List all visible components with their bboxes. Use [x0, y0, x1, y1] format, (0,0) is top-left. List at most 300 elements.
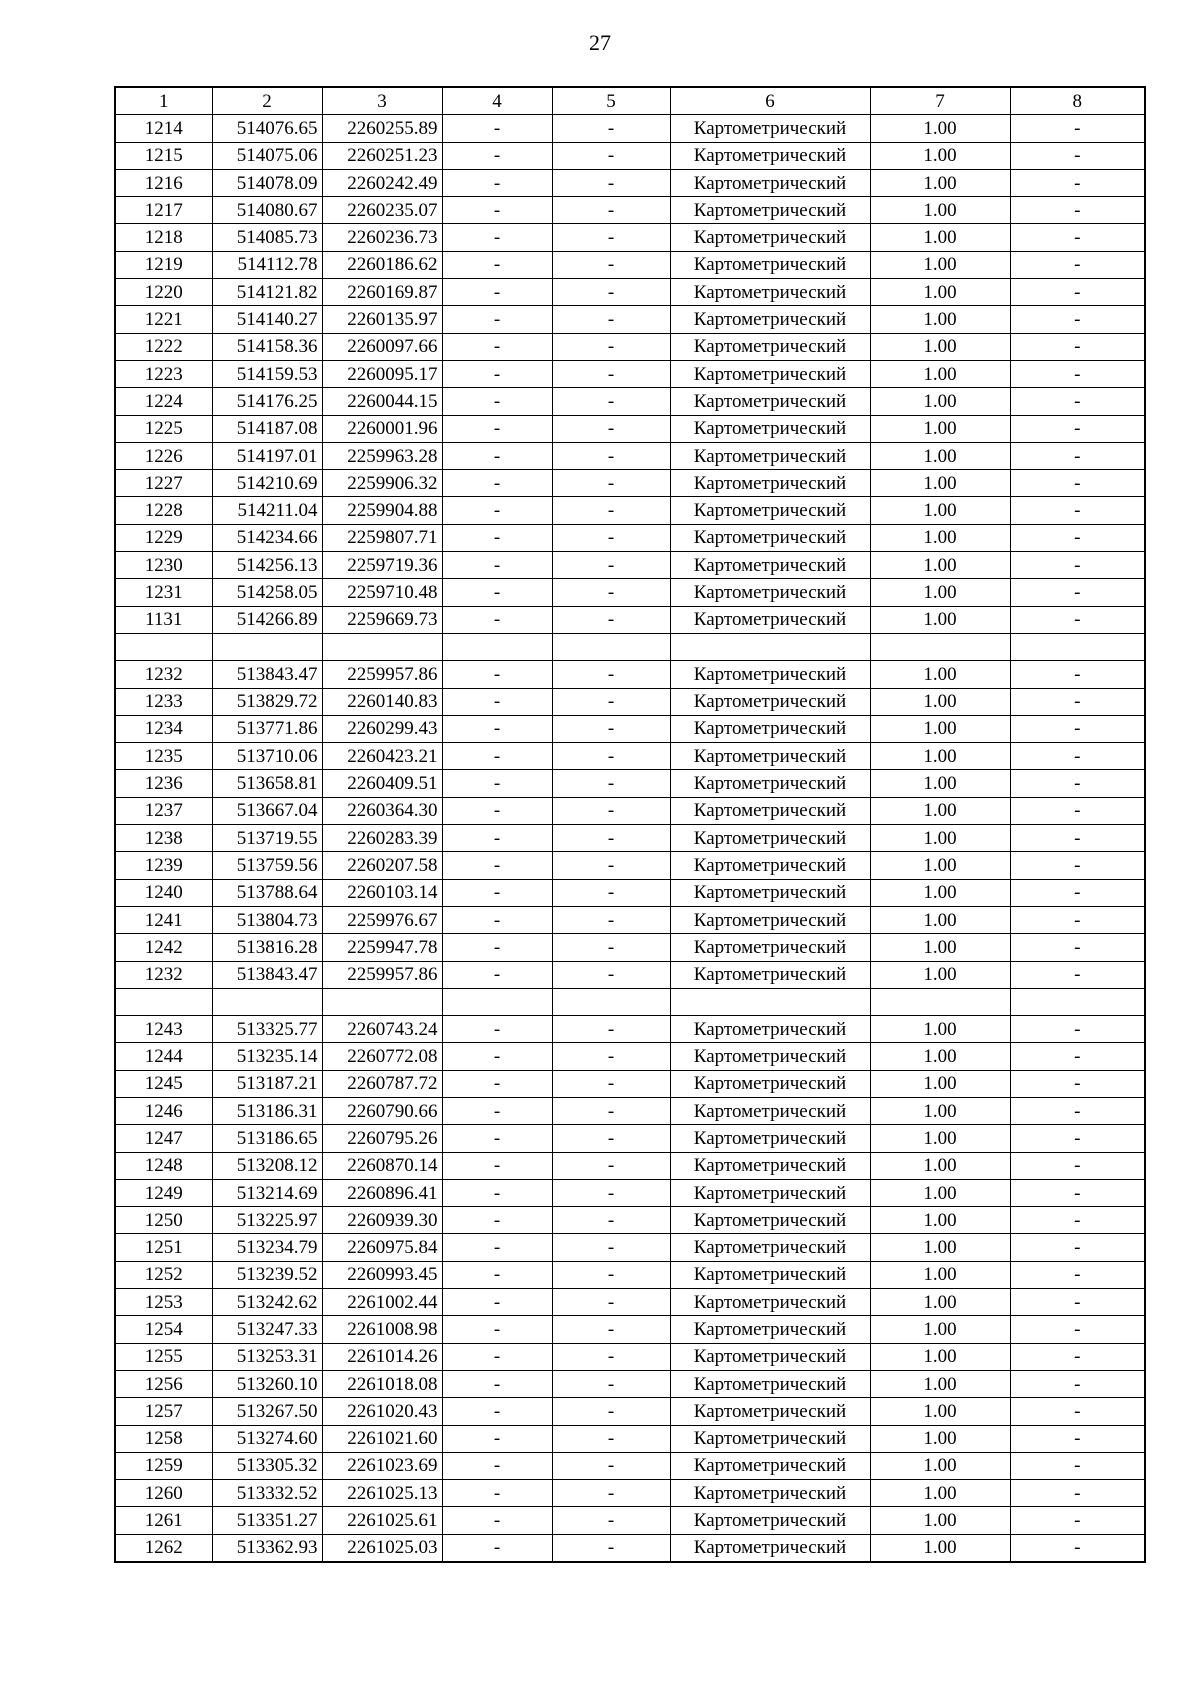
- table-cell-col-5: -: [552, 961, 670, 988]
- table-cell-col-5: -: [552, 388, 670, 415]
- table-row: [115, 825, 1145, 852]
- table-cell-coordinate-x: 513186.65: [212, 1125, 322, 1152]
- table-cell-point-number: 1225: [115, 415, 212, 442]
- table-cell-coordinate-x: 513658.81: [212, 770, 322, 797]
- table-cell-method: Картометрический: [670, 715, 870, 742]
- table-cell-coordinate-y: 2260743.24: [322, 1016, 442, 1043]
- table-cell-point-number: 1214: [115, 115, 212, 142]
- table-row: [115, 306, 1145, 333]
- table-cell-coordinate-x: 513843.47: [212, 961, 322, 988]
- table-cell-coordinate-x: 513804.73: [212, 906, 322, 933]
- table-cell-col-5: -: [552, 442, 670, 469]
- table-cell-accuracy: 1.00: [870, 279, 1010, 306]
- table-cell-col-5: -: [552, 251, 670, 278]
- table-cell-point-number: 1131: [115, 606, 212, 633]
- column-header: 5: [552, 87, 670, 115]
- table-cell-col-8: -: [1010, 606, 1145, 633]
- table-cell-col-4: -: [442, 1234, 552, 1261]
- table-cell-point-number: 1246: [115, 1097, 212, 1124]
- table-cell-col-8: -: [1010, 279, 1145, 306]
- table-row: [115, 1370, 1145, 1397]
- table-cell-col-8: -: [1010, 1016, 1145, 1043]
- table-cell-method: Картометрический: [670, 743, 870, 770]
- table-cell-coordinate-y: [322, 633, 442, 660]
- table-cell-coordinate-y: 2260001.96: [322, 415, 442, 442]
- table-row: [115, 1179, 1145, 1206]
- table-row: [115, 142, 1145, 169]
- table-cell-col-4: -: [442, 715, 552, 742]
- table-cell-col-4: -: [442, 770, 552, 797]
- table-cell-coordinate-x: 514187.08: [212, 415, 322, 442]
- table-cell-col-8: -: [1010, 1534, 1145, 1562]
- table-cell-method: Картометрический: [670, 1152, 870, 1179]
- table-cell-coordinate-y: 2260169.87: [322, 279, 442, 306]
- table-row: [115, 1534, 1145, 1562]
- table-cell-coordinate-y: 2261023.69: [322, 1452, 442, 1479]
- table-cell-coordinate-x: 513362.93: [212, 1534, 322, 1562]
- table-cell-coordinate-x: 513260.10: [212, 1370, 322, 1397]
- table-row: [115, 1125, 1145, 1152]
- table-cell-coordinate-x: 513719.55: [212, 825, 322, 852]
- table-cell-coordinate-x: 513186.31: [212, 1097, 322, 1124]
- table-cell-coordinate-y: 2261002.44: [322, 1289, 442, 1316]
- table-cell-col-5: -: [552, 825, 670, 852]
- table-cell-col-8: -: [1010, 1043, 1145, 1070]
- table-cell-point-number: 1216: [115, 169, 212, 196]
- table-cell-col-8: -: [1010, 797, 1145, 824]
- table-cell-col-8: -: [1010, 579, 1145, 606]
- table-cell-col-8: -: [1010, 442, 1145, 469]
- table-cell-col-4: -: [442, 251, 552, 278]
- table-cell-accuracy: 1.00: [870, 743, 1010, 770]
- table-cell-col-5: -: [552, 1016, 670, 1043]
- table-cell-point-number: [115, 633, 212, 660]
- table-cell-coordinate-y: 2260207.58: [322, 852, 442, 879]
- table-cell-col-5: -: [552, 688, 670, 715]
- table-cell-accuracy: 1.00: [870, 1398, 1010, 1425]
- table-cell-coordinate-x: 514197.01: [212, 442, 322, 469]
- table-row: [115, 606, 1145, 633]
- table-cell-coordinate-x: 514158.36: [212, 333, 322, 360]
- table-cell-accuracy: 1.00: [870, 1370, 1010, 1397]
- table-cell-point-number: 1253: [115, 1289, 212, 1316]
- table-cell-col-8: -: [1010, 934, 1145, 961]
- table-row: [115, 169, 1145, 196]
- table-cell-method: Картометрический: [670, 197, 870, 224]
- table-cell-coordinate-y: 2260423.21: [322, 743, 442, 770]
- table-cell-point-number: 1221: [115, 306, 212, 333]
- table-cell-col-4: -: [442, 552, 552, 579]
- table-cell-col-5: -: [552, 306, 670, 333]
- table-cell-col-8: -: [1010, 497, 1145, 524]
- table-cell-coordinate-y: 2260251.23: [322, 142, 442, 169]
- table-cell-coordinate-y: 2259906.32: [322, 470, 442, 497]
- table-cell-method: Картометрический: [670, 1507, 870, 1534]
- table-row: [115, 579, 1145, 606]
- table-cell-coordinate-y: 2261025.13: [322, 1480, 442, 1507]
- table-cell-coordinate-y: 2260772.08: [322, 1043, 442, 1070]
- table-cell-method: Картометрический: [670, 1343, 870, 1370]
- table-cell-accuracy: 1.00: [870, 1261, 1010, 1288]
- table-row: [115, 279, 1145, 306]
- table-cell-accuracy: 1.00: [870, 1152, 1010, 1179]
- table-cell-accuracy: 1.00: [870, 306, 1010, 333]
- table-cell-accuracy: 1.00: [870, 1016, 1010, 1043]
- table-cell-col-4: -: [442, 1016, 552, 1043]
- table-cell-col-4: -: [442, 961, 552, 988]
- table-cell-coordinate-x: 513305.32: [212, 1452, 322, 1479]
- table-row: [115, 1207, 1145, 1234]
- table-cell-method: Картометрический: [670, 797, 870, 824]
- table-cell-coordinate-x: 513267.50: [212, 1398, 322, 1425]
- table-cell-col-8: -: [1010, 388, 1145, 415]
- table-cell-point-number: 1238: [115, 825, 212, 852]
- column-header: 6: [670, 87, 870, 115]
- table-cell-coordinate-y: 2259976.67: [322, 906, 442, 933]
- table-cell-col-4: -: [442, 934, 552, 961]
- table-cell-method: Картометрический: [670, 879, 870, 906]
- table-cell-method: Картометрический: [670, 1480, 870, 1507]
- table-cell-point-number: 1255: [115, 1343, 212, 1370]
- table-cell-accuracy: [870, 988, 1010, 1015]
- table-cell-col-8: -: [1010, 688, 1145, 715]
- table-cell-col-4: -: [442, 825, 552, 852]
- table-cell-col-4: -: [442, 115, 552, 142]
- table-cell-coordinate-x: 513325.77: [212, 1016, 322, 1043]
- table-cell-col-5: -: [552, 524, 670, 551]
- table-cell-col-5: -: [552, 224, 670, 251]
- table-cell-method: Картометрический: [670, 306, 870, 333]
- table-cell-method: Картометрический: [670, 388, 870, 415]
- table-cell-point-number: 1222: [115, 333, 212, 360]
- table-cell-point-number: 1239: [115, 852, 212, 879]
- table-cell-col-8: -: [1010, 1425, 1145, 1452]
- table-cell-method: Картометрический: [670, 115, 870, 142]
- table-cell-col-4: -: [442, 1398, 552, 1425]
- table-cell-coordinate-y: 2260299.43: [322, 715, 442, 742]
- table-cell-col-5: -: [552, 1125, 670, 1152]
- table-cell-col-8: -: [1010, 1370, 1145, 1397]
- table-cell-coordinate-y: 2260186.62: [322, 251, 442, 278]
- table-cell-col-5: [552, 633, 670, 660]
- table-cell-point-number: 1242: [115, 934, 212, 961]
- table-cell-col-8: -: [1010, 1507, 1145, 1534]
- table-cell-coordinate-y: 2260235.07: [322, 197, 442, 224]
- table-cell-accuracy: 1.00: [870, 1534, 1010, 1562]
- table-cell-accuracy: 1.00: [870, 388, 1010, 415]
- table-cell-accuracy: 1.00: [870, 1234, 1010, 1261]
- table-cell-accuracy: 1.00: [870, 688, 1010, 715]
- table-cell-col-4: -: [442, 197, 552, 224]
- table-cell-col-8: -: [1010, 1480, 1145, 1507]
- table-cell-coordinate-x: 513829.72: [212, 688, 322, 715]
- table-cell-col-8: -: [1010, 961, 1145, 988]
- table-cell-coordinate-x: 514080.67: [212, 197, 322, 224]
- table-cell-method: Картометрический: [670, 415, 870, 442]
- table-cell-coordinate-y: 2261025.03: [322, 1534, 442, 1562]
- table-cell-point-number: 1224: [115, 388, 212, 415]
- table-cell-accuracy: 1.00: [870, 333, 1010, 360]
- table-cell-col-4: -: [442, 442, 552, 469]
- table-cell-col-8: -: [1010, 333, 1145, 360]
- table-cell-coordinate-x: 513351.27: [212, 1507, 322, 1534]
- table-cell-point-number: 1249: [115, 1179, 212, 1206]
- table-cell-coordinate-x: [212, 988, 322, 1015]
- table-cell-point-number: 1236: [115, 770, 212, 797]
- table-cell-coordinate-x: 514176.25: [212, 388, 322, 415]
- table-cell-coordinate-x: 514076.65: [212, 115, 322, 142]
- table-cell-accuracy: 1.00: [870, 715, 1010, 742]
- table-cell-coordinate-x: 513234.79: [212, 1234, 322, 1261]
- table-row: [115, 688, 1145, 715]
- table-cell-accuracy: 1.00: [870, 224, 1010, 251]
- table-row: [115, 1152, 1145, 1179]
- table-cell-col-5: -: [552, 1097, 670, 1124]
- table-cell-accuracy: 1.00: [870, 906, 1010, 933]
- table-cell-coordinate-x: 514234.66: [212, 524, 322, 551]
- table-cell-coordinate-x: 513771.86: [212, 715, 322, 742]
- table-cell-coordinate-y: 2260795.26: [322, 1125, 442, 1152]
- table-cell-coordinate-x: 514210.69: [212, 470, 322, 497]
- table-cell-method: Картометрический: [670, 1370, 870, 1397]
- table-cell-coordinate-y: 2260870.14: [322, 1152, 442, 1179]
- table-cell-point-number: 1237: [115, 797, 212, 824]
- table-cell-coordinate-x: 513253.31: [212, 1343, 322, 1370]
- table-cell-point-number: 1223: [115, 360, 212, 387]
- table-cell-accuracy: 1.00: [870, 552, 1010, 579]
- table-cell-accuracy: 1.00: [870, 797, 1010, 824]
- table-cell-col-5: -: [552, 1070, 670, 1097]
- table-cell-col-4: -: [442, 1179, 552, 1206]
- table-cell-coordinate-x: 513332.52: [212, 1480, 322, 1507]
- table-cell-col-5: -: [552, 1179, 670, 1206]
- table-cell-method: Картометрический: [670, 470, 870, 497]
- table-cell-accuracy: [870, 633, 1010, 660]
- table-cell-col-5: -: [552, 1234, 670, 1261]
- table-row: [115, 743, 1145, 770]
- table-cell-col-4: -: [442, 906, 552, 933]
- table-cell-accuracy: 1.00: [870, 115, 1010, 142]
- table-cell-col-5: -: [552, 879, 670, 906]
- table-row: [115, 442, 1145, 469]
- table-cell-col-4: -: [442, 497, 552, 524]
- table-cell-col-5: -: [552, 1316, 670, 1343]
- table-cell-point-number: 1215: [115, 142, 212, 169]
- table-cell-col-4: -: [442, 1207, 552, 1234]
- table-cell-method: Картометрический: [670, 825, 870, 852]
- table-cell-col-5: -: [552, 1507, 670, 1534]
- table-cell-col-4: -: [442, 388, 552, 415]
- table-row: [115, 1261, 1145, 1288]
- table-row: [115, 1452, 1145, 1479]
- table-cell-col-5: -: [552, 333, 670, 360]
- table-cell-col-5: -: [552, 797, 670, 824]
- table-cell-col-4: [442, 633, 552, 660]
- table-cell-col-8: [1010, 988, 1145, 1015]
- table-cell-accuracy: 1.00: [870, 251, 1010, 278]
- table-row: [115, 1425, 1145, 1452]
- table-cell-col-5: [552, 988, 670, 1015]
- table-cell-accuracy: 1.00: [870, 415, 1010, 442]
- table-cell-col-5: -: [552, 470, 670, 497]
- table-row: [115, 197, 1145, 224]
- table-cell-col-8: -: [1010, 1152, 1145, 1179]
- table-cell-accuracy: 1.00: [870, 606, 1010, 633]
- table-cell-col-4: -: [442, 1370, 552, 1397]
- table-cell-col-5: -: [552, 1452, 670, 1479]
- table-cell-accuracy: 1.00: [870, 524, 1010, 551]
- table-cell-col-8: -: [1010, 906, 1145, 933]
- table-cell-col-5: -: [552, 1425, 670, 1452]
- table-cell-accuracy: 1.00: [870, 1125, 1010, 1152]
- table-cell-col-8: [1010, 633, 1145, 660]
- table-cell-point-number: 1234: [115, 715, 212, 742]
- table-cell-accuracy: 1.00: [870, 1452, 1010, 1479]
- table-row: [115, 1507, 1145, 1534]
- table-cell-method: Картометрический: [670, 1207, 870, 1234]
- column-header: 4: [442, 87, 552, 115]
- table-cell-coordinate-y: 2261014.26: [322, 1343, 442, 1370]
- table-cell-method: Картометрический: [670, 497, 870, 524]
- table-cell-coordinate-y: 2261025.61: [322, 1507, 442, 1534]
- table-cell-coordinate-x: 514075.06: [212, 142, 322, 169]
- table-cell-method: Картометрический: [670, 606, 870, 633]
- table-cell-col-8: -: [1010, 770, 1145, 797]
- table-row: [115, 388, 1145, 415]
- table-row: [115, 224, 1145, 251]
- table-cell-coordinate-y: 2260787.72: [322, 1070, 442, 1097]
- table-cell-method: Картометрический: [670, 142, 870, 169]
- table-cell-accuracy: 1.00: [870, 360, 1010, 387]
- table-cell-point-number: 1254: [115, 1316, 212, 1343]
- table-cell-col-8: -: [1010, 1207, 1145, 1234]
- table-row: [115, 934, 1145, 961]
- table-cell-method: Картометрический: [670, 1425, 870, 1452]
- table-cell-col-8: -: [1010, 1343, 1145, 1370]
- table-cell-coordinate-x: 513242.62: [212, 1289, 322, 1316]
- table-cell-col-8: -: [1010, 251, 1145, 278]
- table-row: [115, 852, 1145, 879]
- table-cell-coordinate-y: 2261020.43: [322, 1398, 442, 1425]
- table-cell-method: Картометрический: [670, 1043, 870, 1070]
- table-cell-col-5: -: [552, 1152, 670, 1179]
- table-cell-method: Картометрический: [670, 1289, 870, 1316]
- table-cell-point-number: 1260: [115, 1480, 212, 1507]
- table-cell-point-number: 1227: [115, 470, 212, 497]
- table-cell-coordinate-y: 2260103.14: [322, 879, 442, 906]
- table-cell-point-number: 1232: [115, 961, 212, 988]
- table-cell-accuracy: 1.00: [870, 142, 1010, 169]
- table-cell-accuracy: 1.00: [870, 442, 1010, 469]
- table-row: [115, 497, 1145, 524]
- table-cell-method: Картометрический: [670, 934, 870, 961]
- table-row: [115, 333, 1145, 360]
- table-cell-coordinate-y: 2260896.41: [322, 1179, 442, 1206]
- table-cell-point-number: [115, 988, 212, 1015]
- table-cell-coordinate-y: 2261018.08: [322, 1370, 442, 1397]
- table-cell-coordinate-y: 2261008.98: [322, 1316, 442, 1343]
- table-cell-col-5: -: [552, 360, 670, 387]
- table-cell-col-5: -: [552, 1534, 670, 1562]
- table-cell-col-8: -: [1010, 879, 1145, 906]
- table-cell-coordinate-y: 2260135.97: [322, 306, 442, 333]
- table-cell-col-8: -: [1010, 1261, 1145, 1288]
- table-cell-coordinate-x: [212, 633, 322, 660]
- table-row: [115, 1343, 1145, 1370]
- table-cell-col-5: -: [552, 579, 670, 606]
- table-cell-coordinate-x: 514266.89: [212, 606, 322, 633]
- table-cell-coordinate-x: 514140.27: [212, 306, 322, 333]
- table-row: [115, 906, 1145, 933]
- table-cell-method: Картометрический: [670, 1398, 870, 1425]
- table-cell-coordinate-y: 2260283.39: [322, 825, 442, 852]
- table-cell-col-8: -: [1010, 1452, 1145, 1479]
- table-cell-accuracy: 1.00: [870, 579, 1010, 606]
- table-cell-col-5: -: [552, 1398, 670, 1425]
- table-cell-accuracy: 1.00: [870, 1043, 1010, 1070]
- table-cell-col-5: -: [552, 852, 670, 879]
- table-row: [115, 552, 1145, 579]
- table-cell-method: Картометрический: [670, 852, 870, 879]
- table-cell-method: Картометрический: [670, 961, 870, 988]
- table-cell-col-4: -: [442, 1289, 552, 1316]
- table-cell-coordinate-y: 2259947.78: [322, 934, 442, 961]
- table-cell-coordinate-y: 2260364.30: [322, 797, 442, 824]
- table-cell-method: Картометрический: [670, 1261, 870, 1288]
- table-cell-coordinate-x: 513235.14: [212, 1043, 322, 1070]
- table-cell-coordinate-y: 2259904.88: [322, 497, 442, 524]
- table-cell-col-5: -: [552, 934, 670, 961]
- table-cell-point-number: 1229: [115, 524, 212, 551]
- table-cell-accuracy: 1.00: [870, 1480, 1010, 1507]
- table-cell-method: Картометрический: [670, 1070, 870, 1097]
- table-cell-col-4: -: [442, 1507, 552, 1534]
- table-cell-coordinate-x: 513208.12: [212, 1152, 322, 1179]
- table-cell-method: Картометрический: [670, 169, 870, 196]
- table-row: [115, 661, 1145, 688]
- table-cell-method: Картометрический: [670, 1234, 870, 1261]
- table-cell-point-number: 1252: [115, 1261, 212, 1288]
- table-cell-col-8: -: [1010, 1234, 1145, 1261]
- table-row: [115, 524, 1145, 551]
- table-cell-col-5: -: [552, 743, 670, 770]
- table-cell-method: Картометрический: [670, 688, 870, 715]
- table-cell-coordinate-x: 513816.28: [212, 934, 322, 961]
- table-cell-method: Картометрический: [670, 333, 870, 360]
- table-cell-accuracy: 1.00: [870, 661, 1010, 688]
- table-cell-col-5: -: [552, 552, 670, 579]
- table-cell-coordinate-y: 2259719.36: [322, 552, 442, 579]
- table-cell-accuracy: 1.00: [870, 1179, 1010, 1206]
- table-cell-col-4: -: [442, 524, 552, 551]
- table-cell-coordinate-x: 513667.04: [212, 797, 322, 824]
- table-cell-coordinate-y: 2259710.48: [322, 579, 442, 606]
- table-cell-coordinate-x: 514078.09: [212, 169, 322, 196]
- table-row: [115, 797, 1145, 824]
- table-cell-col-8: -: [1010, 524, 1145, 551]
- table-cell-col-4: -: [442, 306, 552, 333]
- table-cell-point-number: 1261: [115, 1507, 212, 1534]
- table-cell-accuracy: 1.00: [870, 1316, 1010, 1343]
- table-cell-col-5: -: [552, 497, 670, 524]
- table-cell-col-5: -: [552, 142, 670, 169]
- table-row: [115, 415, 1145, 442]
- table-cell-col-4: -: [442, 852, 552, 879]
- table-cell-col-8: -: [1010, 197, 1145, 224]
- table-cell-col-8: -: [1010, 115, 1145, 142]
- table-cell-point-number: 1235: [115, 743, 212, 770]
- table-cell-col-8: -: [1010, 825, 1145, 852]
